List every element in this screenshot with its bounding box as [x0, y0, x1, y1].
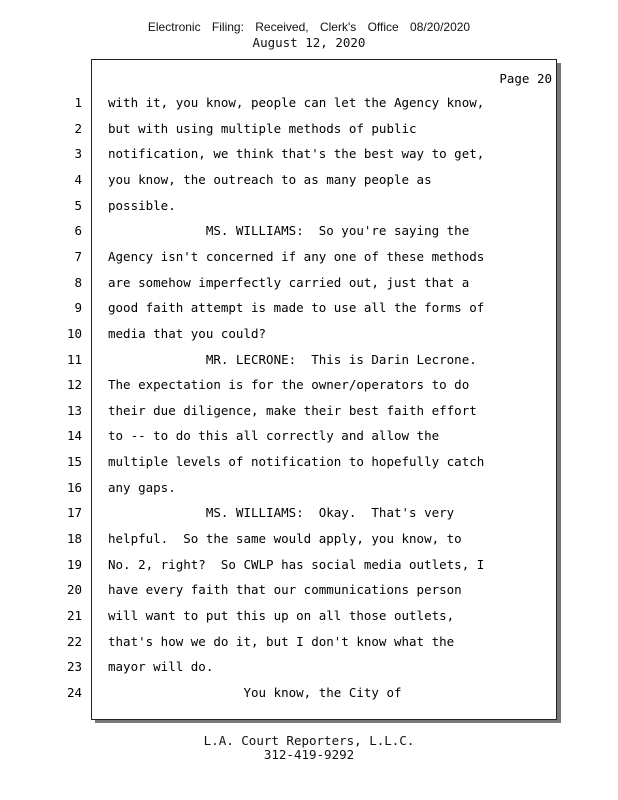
- line-number: 19: [66, 557, 82, 572]
- line-text: No. 2, right? So CWLP has social media outlets, I: [108, 557, 485, 572]
- line-text: will want to put this up on all those outlets,: [108, 608, 455, 623]
- line-number: 20: [66, 582, 82, 597]
- line-text: you know, the outreach to as many people as: [108, 172, 432, 187]
- footer-phone: 312-419-9292: [263, 747, 355, 762]
- line-text: MS. WILLIAMS: So you're saying the: [108, 223, 470, 238]
- line-number: 18: [66, 531, 82, 546]
- line-text: are somehow imperfectly carried out, just that a: [108, 275, 470, 290]
- line-text: any gaps.: [108, 480, 176, 495]
- line-number: 16: [66, 480, 82, 495]
- line-number: 14: [66, 428, 82, 443]
- line-number: 8: [74, 275, 82, 290]
- line-number: 24: [66, 685, 82, 700]
- line-number: 2: [74, 121, 82, 136]
- line-number: 6: [74, 223, 82, 238]
- line-text: The expectation is for the owner/operators to do: [108, 377, 470, 392]
- line-text: multiple levels of notification to hopefully catch: [108, 454, 485, 469]
- line-number: 1: [74, 95, 82, 110]
- line-text: You know, the City of: [108, 685, 402, 700]
- line-number: 5: [74, 198, 82, 213]
- line-number: 3: [74, 146, 82, 161]
- line-text: have every faith that our communications person: [108, 582, 462, 597]
- line-number: 7: [74, 249, 82, 264]
- line-text: to -- to do this all correctly and allow the: [108, 428, 440, 443]
- line-number: 17: [66, 505, 82, 520]
- transcript-date: August 12, 2020: [252, 35, 366, 50]
- line-text: their due diligence, make their best faith effort: [108, 403, 477, 418]
- line-number: 23: [66, 659, 82, 674]
- page-number: Page 20: [499, 71, 552, 86]
- line-number: 22: [66, 634, 82, 649]
- line-number: 13: [66, 403, 82, 418]
- line-text: possible.: [108, 198, 176, 213]
- line-text: MS. WILLIAMS: Okay. That's very: [108, 505, 455, 520]
- line-number: 4: [74, 172, 82, 187]
- line-number: 11: [66, 352, 82, 367]
- line-text: media that you could?: [108, 326, 267, 341]
- line-text: but with using multiple methods of public: [108, 121, 417, 136]
- line-text: with it, you know, people can let the Agency know,: [108, 95, 485, 110]
- line-text: helpful. So the same would apply, you know, to: [108, 531, 462, 546]
- line-number: 15: [66, 454, 82, 469]
- line-number: 12: [66, 377, 82, 392]
- line-number: 9: [74, 300, 82, 315]
- footer-company: L.A. Court Reporters, L.L.C.: [203, 733, 415, 748]
- line-text: mayor will do.: [108, 659, 214, 674]
- line-text: Agency isn't concerned if any one of these methods: [108, 249, 485, 264]
- filing-stamp: Electronic Filing: Received, Clerk's Office 08/20/2020: [147, 20, 471, 34]
- line-text: MR. LECRONE: This is Darin Lecrone.: [108, 352, 477, 367]
- line-number: 21: [66, 608, 82, 623]
- line-text: notification, we think that's the best way to get,: [108, 146, 485, 161]
- line-text: that's how we do it, but I don't know what the: [108, 634, 455, 649]
- line-text: good faith attempt is made to use all the forms of: [108, 300, 485, 315]
- line-number: 10: [66, 326, 82, 341]
